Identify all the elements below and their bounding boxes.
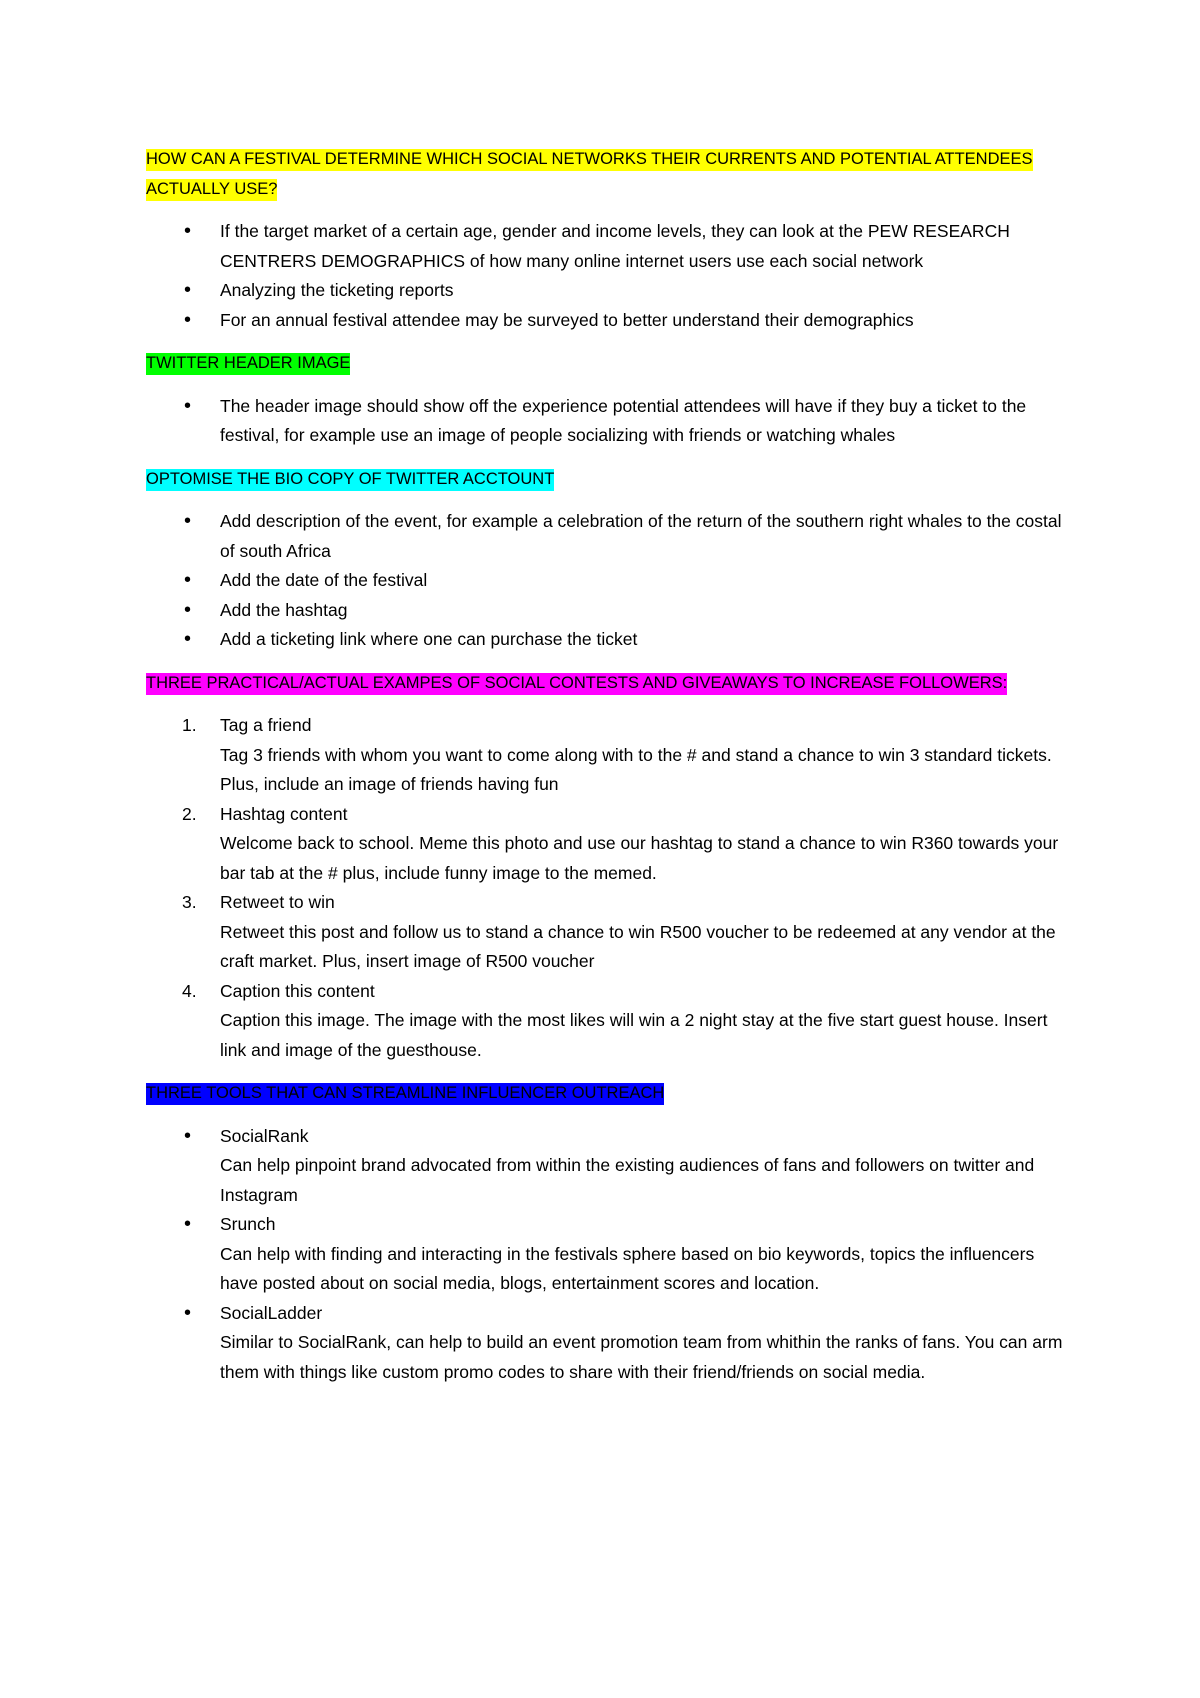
list-item-title: • SocialLadder <box>220 1302 323 1323</box>
list-item-number: 1. <box>182 715 197 735</box>
list-item-text: Add description of the event, for example a celebration of the return of the southern right whales to the costal of south Africa <box>220 511 1062 561</box>
section-heading <box>146 145 1066 204</box>
list-item-title: • SocialRank <box>220 1125 309 1146</box>
section-heading-text: OPTOMISE THE BIO COPY OF TWITTER ACCTOUNT <box>146 469 554 491</box>
list-item <box>146 1299 1066 1388</box>
list-item <box>146 566 1066 596</box>
list-item-number: 2. <box>182 803 197 824</box>
list-item <box>146 1210 1066 1299</box>
document-body <box>146 145 1066 1401</box>
list-item-text: For an annual festival attendee may be surveyed to better understand their demographics <box>220 309 914 330</box>
list-item-description: Similar to SocialRank, can help to build an event promotion team from whithin the ranks of fans. You can arm them with things like custom promo codes to share with their friend/friends on social media. <box>220 1332 1063 1382</box>
list-item-title: Caption this content <box>220 980 375 1001</box>
list-item-number: 4. <box>182 980 197 1001</box>
list-item-description: Retweet this post and follow us to stand a chance to win R500 voucher to be redeemed at any vendor at the craft market. Plus, insert image of R500 voucher <box>220 921 1056 971</box>
list-item-text: Add a ticketing link where one can purchase the ticket <box>220 629 638 649</box>
list-item-number: 3. <box>182 892 197 912</box>
list-item <box>146 217 1066 276</box>
section-heading <box>146 669 1066 699</box>
bullet-list <box>146 1122 1066 1388</box>
list-item <box>146 596 1066 626</box>
list-item <box>146 977 1066 1066</box>
list-item-description: Can help with finding and interacting in the festivals sphere based on bio keywords, topics the influencers have posted about on social media, blogs, entertainment scores and location. <box>220 1243 1035 1293</box>
list-item-text: Add the date of the festival <box>220 570 428 590</box>
list-item <box>146 306 1066 336</box>
list-item <box>146 392 1066 451</box>
list-item-title: Tag a friend <box>220 715 312 735</box>
section-heading <box>146 349 1066 379</box>
section-heading-text: THREE TOOLS THAT CAN STREAMLINE INFLUENCER OUTREACH <box>146 1083 664 1105</box>
list-item-text: Add the hashtag <box>220 599 348 620</box>
list-item-description: Tag 3 friends with whom you want to come along with to the # and stand a chance to win 3 standard tickets. Plus, include an image of friends having fun <box>220 744 1052 794</box>
section-heading-text: TWITTER HEADER IMAGE <box>146 353 350 375</box>
list-item <box>146 711 1066 800</box>
bullet-list <box>146 217 1066 335</box>
list-item-text: The header image should show off the experience potential attendees will have if they buy a ticket to the festival, for example use an image of people socializing with friends or watching whales <box>220 395 1027 445</box>
section-heading <box>146 1079 1066 1109</box>
list-item-description: Welcome back to school. Meme this photo and use our hashtag to stand a chance to win R360 towards your bar tab at the # plus, include funny image to the memed. <box>220 833 1059 883</box>
list-item-text: If the target market of a certain age, gender and income levels, they can look at the PEW RESEARCH CENTRERS DEMOGRAPHICS of how many online internet users use each social network <box>220 221 1010 271</box>
bullet-list <box>146 507 1066 655</box>
list-item-description: Caption this image. The image with the most likes will win a 2 night stay at the five start guest house. Insert link and image of the guesthouse. <box>220 1010 1048 1060</box>
list-item-text: Analyzing the ticketing reports <box>220 280 454 300</box>
list-item <box>146 276 1066 306</box>
list-item <box>146 800 1066 889</box>
section-heading-text: HOW CAN A FESTIVAL DETERMINE WHICH SOCIAL NETWORKS THEIR CURRENTS AND POTENTIAL ATTENDEES ACTUALLY USE? <box>146 149 1033 201</box>
list-item-description: Can help pinpoint brand advocated from within the existing audiences of fans and followers on twitter and Instagram <box>220 1155 1035 1205</box>
list-item <box>146 507 1066 566</box>
section-heading-text: THREE PRACTICAL/ACTUAL EXAMPES OF SOCIAL CONTESTS AND GIVEAWAYS TO INCREASE FOLLOWERS: <box>146 673 1007 695</box>
list-item-title: • Srunch <box>220 1214 276 1234</box>
list-item <box>146 888 1066 977</box>
list-item-title: Retweet to win <box>220 892 335 912</box>
section-heading <box>146 465 1066 495</box>
numbered-list <box>146 711 1066 1065</box>
bullet-list <box>146 392 1066 451</box>
list-item <box>146 1122 1066 1211</box>
list-item <box>146 625 1066 655</box>
list-item-title: Hashtag content <box>220 803 348 824</box>
